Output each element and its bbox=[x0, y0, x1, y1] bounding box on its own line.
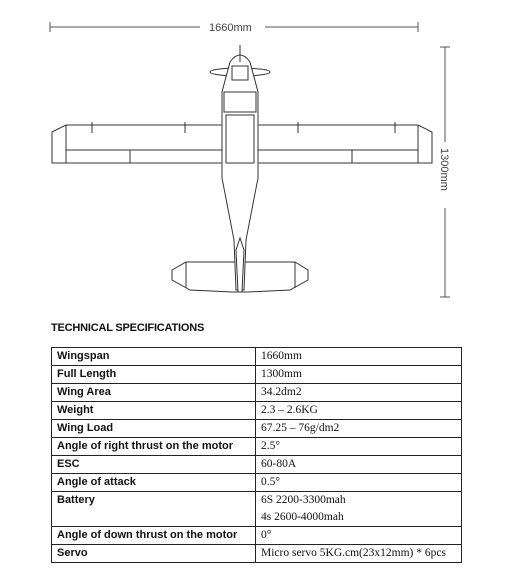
spec-value bbox=[256, 366, 462, 384]
spec-value-line: 6S 2200-3300mah bbox=[261, 494, 346, 506]
spec-value-line: Micro servo 5KG.cm(23x12mm) * 6pcs bbox=[261, 547, 446, 559]
spec-row bbox=[52, 348, 462, 366]
specs-title: TECHNICAL SPECIFICATIONS bbox=[51, 322, 205, 334]
spec-value-line: 67.25 – 76g/dm2 bbox=[261, 422, 340, 434]
spec-value-line: 1660mm bbox=[261, 350, 302, 362]
spec-label: Wing Load bbox=[52, 420, 256, 438]
spec-label: Angle of right thrust on the motor bbox=[52, 438, 256, 456]
spec-value bbox=[256, 527, 462, 545]
spec-value-line: 2.3 – 2.6KG bbox=[261, 404, 318, 416]
spec-label: Wing Area bbox=[52, 384, 256, 402]
spec-value bbox=[256, 492, 462, 527]
spec-row bbox=[52, 456, 462, 474]
spec-label: Servo bbox=[52, 545, 256, 563]
spec-value-line: 4s 2600-4000mah bbox=[261, 511, 344, 523]
spec-label: Weight bbox=[52, 402, 256, 420]
wingspan-dimension-label: 1660mm bbox=[209, 22, 252, 34]
spec-value-line: 34.2dm2 bbox=[261, 386, 302, 398]
spec-value-line: 0.5° bbox=[261, 476, 280, 488]
spec-row bbox=[52, 492, 462, 527]
spec-value bbox=[256, 456, 462, 474]
spec-label: ESC bbox=[52, 456, 256, 474]
specs-table bbox=[51, 347, 462, 563]
spec-label: Wingspan bbox=[52, 348, 256, 366]
spec-value bbox=[256, 348, 462, 366]
spec-row bbox=[52, 402, 462, 420]
airplane-outline bbox=[52, 45, 432, 292]
spec-value-line: 60-80A bbox=[261, 458, 297, 470]
spec-label: Angle of attack bbox=[52, 474, 256, 492]
spec-label: Battery bbox=[52, 492, 256, 527]
spec-row bbox=[52, 366, 462, 384]
spec-row bbox=[52, 545, 462, 563]
spec-row bbox=[52, 384, 462, 402]
length-dimension-label: 1300mm bbox=[438, 148, 450, 191]
spec-row bbox=[52, 527, 462, 545]
spec-row bbox=[52, 438, 462, 456]
spec-row bbox=[52, 420, 462, 438]
spec-value bbox=[256, 402, 462, 420]
spec-row bbox=[52, 474, 462, 492]
spec-value-line: 1300mm bbox=[261, 368, 302, 380]
spec-label: Full Length bbox=[52, 366, 256, 384]
spec-value bbox=[256, 384, 462, 402]
spec-value bbox=[256, 545, 462, 563]
spec-value bbox=[256, 474, 462, 492]
spec-value bbox=[256, 438, 462, 456]
spec-value bbox=[256, 420, 462, 438]
spec-label: Angle of down thrust on the motor bbox=[52, 527, 256, 545]
spec-value-line: 2.5° bbox=[261, 440, 280, 452]
spec-value-line: 0° bbox=[261, 529, 272, 541]
